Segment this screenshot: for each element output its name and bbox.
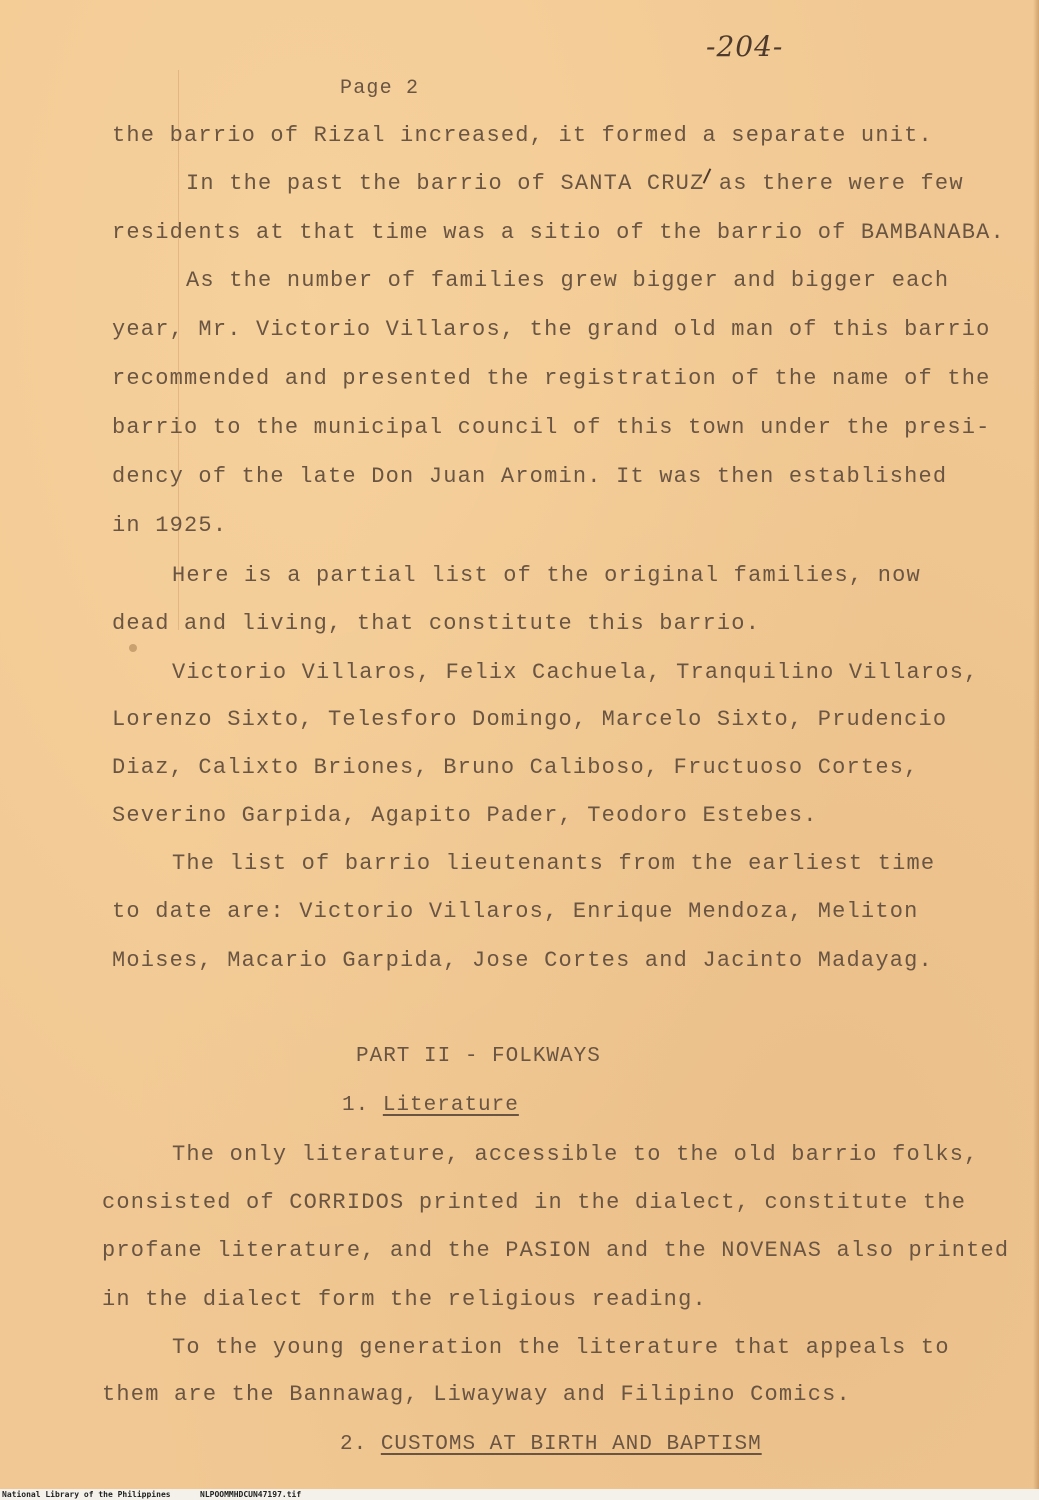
literature-line-6: them are the Bannawag, Liwayway and Filipino Comics. — [102, 1382, 851, 1407]
text-line-7: barrio to the municipal council of this town under the presi- — [112, 415, 991, 440]
text-line-13: Lorenzo Sixto, Telesforo Domingo, Marcelo Sixto, Prudencio — [112, 707, 948, 732]
section-1-number: 1. — [342, 1094, 370, 1117]
text-line-1: the barrio of Rizal increased, it formed a separate unit. — [112, 123, 933, 148]
section-1-title: Literature — [382, 1094, 519, 1117]
text-line-8: dency of the late Don Juan Aromin. It was then established — [112, 464, 948, 489]
text-line-10: Here is a partial list of the original families, now — [172, 563, 921, 588]
section-1-heading — [342, 1094, 519, 1117]
text-line-14: Diaz, Calixto Briones, Bruno Caliboso, Fructuoso Cortes, — [112, 755, 919, 780]
handwritten-page-number: -204- — [706, 30, 784, 63]
text-line-17: to date are: Victorio Villaros, Enrique Mendoza, Meliton — [112, 899, 919, 924]
text-line-3: residents at that time was a sitio of the barrio of BAMBANABA. — [112, 220, 1005, 245]
section-2-heading — [340, 1433, 762, 1456]
literature-line-3: profane literature, and the PASION and the NOVENAS also printed — [102, 1238, 1010, 1263]
text-line-9: in 1925. — [112, 513, 228, 538]
page-edge-shadow — [1033, 0, 1039, 1500]
section-2-title: CUSTOMS AT BIRTH AND BAPTISM — [380, 1433, 762, 1456]
page-label: Page 2 — [340, 77, 420, 100]
footer-library-name: National Library of the Philippines — [2, 1490, 171, 1499]
footer-file-name: NLPOOMMHDCUN47197.tif — [200, 1490, 302, 1499]
text-line-15: Severino Garpida, Agapito Pader, Teodoro Estebes. — [112, 803, 818, 828]
text-line-6: recommended and presented the registration of the name of the — [112, 366, 991, 391]
literature-line-4: in the dialect form the religious reading. — [102, 1287, 707, 1312]
text-line-2: In the past the barrio of SANTA CRUZ as there were few — [186, 171, 964, 196]
part-heading: PART II - FOLKWAYS — [356, 1045, 601, 1068]
literature-line-2: consisted of CORRIDOS printed in the dialect, constitute the — [102, 1190, 967, 1215]
text-line-16: The list of barrio lieutenants from the earliest time — [172, 851, 936, 876]
text-line-18: Moises, Macario Garpida, Jose Cortes and Jacinto Madayag. — [112, 948, 933, 973]
ink-smudge — [129, 644, 137, 652]
text-line-11: dead and living, that constitute this barrio. — [112, 611, 761, 636]
margin-fold-line — [178, 70, 179, 630]
section-2-number: 2. — [340, 1433, 368, 1456]
text-line-12: Victorio Villaros, Felix Cachuela, Tranquilino Villaros, — [172, 660, 979, 685]
literature-line-1: The only literature, accessible to the old barrio folks, — [172, 1142, 979, 1167]
text-line-5: year, Mr. Victorio Villaros, the grand old man of this barrio — [112, 317, 991, 342]
text-line-4: As the number of families grew bigger and bigger each — [186, 268, 950, 293]
literature-line-5: To the young generation the literature that appeals to — [172, 1335, 950, 1360]
